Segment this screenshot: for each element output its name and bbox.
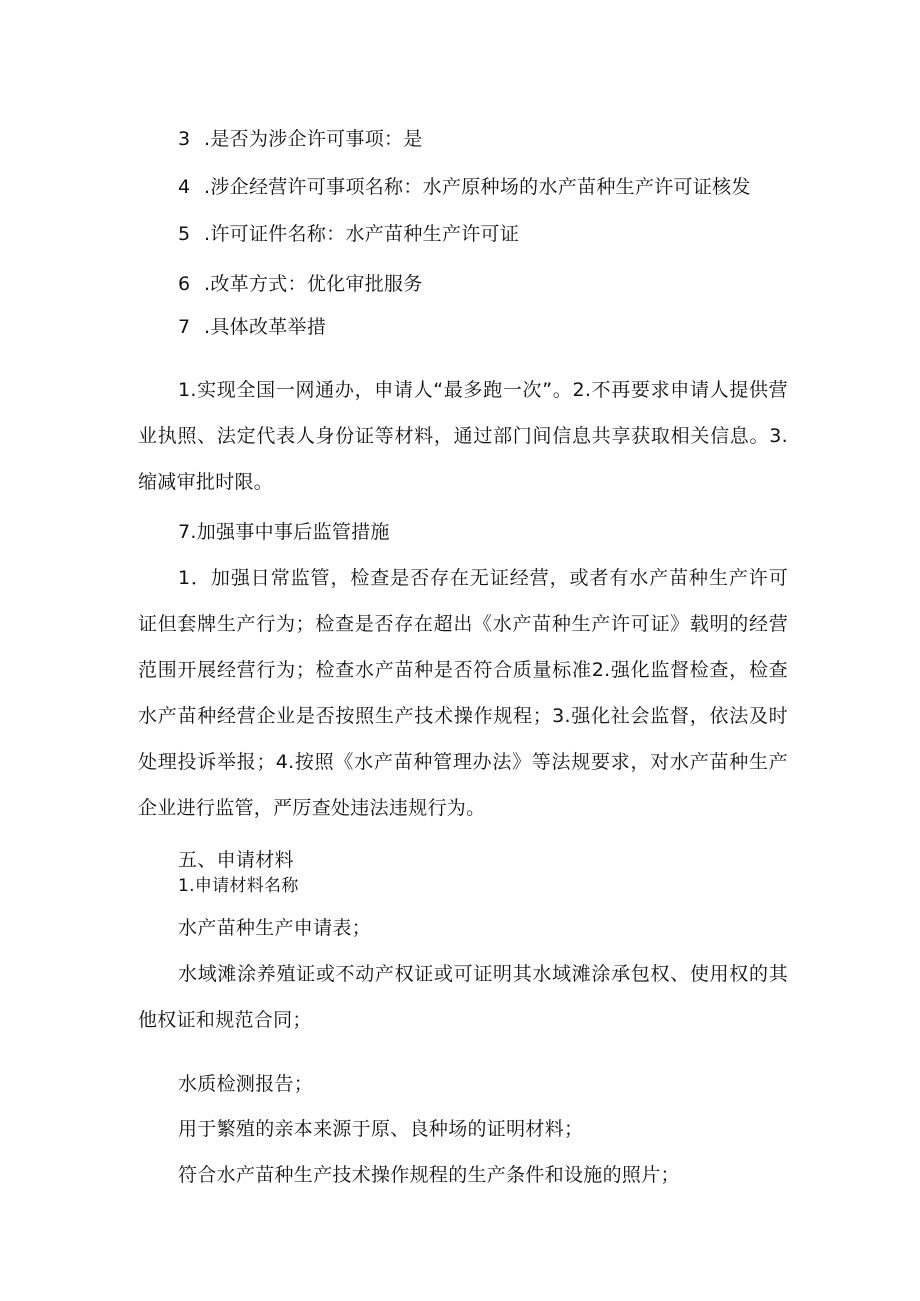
- list-text: .具体改革举措: [204, 316, 327, 338]
- list-text: .许可证件名称：水产苗种生产许可证: [204, 223, 520, 245]
- reform-measures-paragraph: 1.实现全国一网通办，申请人“最多跑一次”。2.不再要求申请人提供营业执照、法定代表人身份证等材料，通过部门间信息共享获取相关信息。3.缩减审批时限。: [138, 379, 788, 493]
- supervision-paragraph: 1．加强日常监管，检查是否存在无证经营，或者有水产苗种生产许可证但套牌生产行为；检查是否存在超出《水产苗种生产许可证》载明的经营范围开展经营行为；检查水产苗种是否符合质量标准2.强化监督检查，检查水产苗种经营企业是否按照生产技术操作规程；3.强化社会监督，依法及时处理投诉举报；4.按照《水产苗种管理办法》等法规要求，对水产苗种生产企业进行监管，严厉查处违法违规行为。: [138, 567, 788, 819]
- material-item: 符合水产苗种生产技术操作规程的生产条件和设施的照片；: [178, 1164, 680, 1186]
- list-text: .涉企经营许可事项名称：水产原种场的水产苗种生产许可证核发: [204, 176, 751, 198]
- list-text: .是否为涉企许可事项：是: [204, 128, 423, 150]
- list-number: 6: [178, 273, 191, 295]
- material-item: 水质检测报告；: [178, 1073, 314, 1095]
- list-item-5: [178, 222, 519, 246]
- list-item-6: [178, 272, 423, 296]
- list-item-7: [178, 315, 326, 339]
- list-number: 7: [178, 316, 191, 338]
- list-number: 3: [178, 128, 191, 150]
- material-item: 水域滩涂养殖证或不动产权证或可证明其水域滩涂承包权、使用权的其他权证和规范合同；: [138, 963, 788, 1031]
- material-item: 用于繁殖的亲本来源于原、良种场的证明材料；: [178, 1118, 584, 1140]
- list-number: 5: [178, 223, 191, 245]
- materials-subheading: 1.申请材料名称: [178, 876, 299, 896]
- list-item-3: [178, 127, 423, 151]
- material-item: 水产苗种生产申请表；: [178, 917, 372, 939]
- list-item-4: [178, 175, 751, 199]
- list-text: .改革方式：优化审批服务: [204, 273, 423, 295]
- supervision-heading: 7.加强事中事后监管措施: [178, 521, 390, 543]
- section-5-heading: 五、申请材料: [178, 849, 294, 871]
- list-number: 4: [178, 176, 191, 198]
